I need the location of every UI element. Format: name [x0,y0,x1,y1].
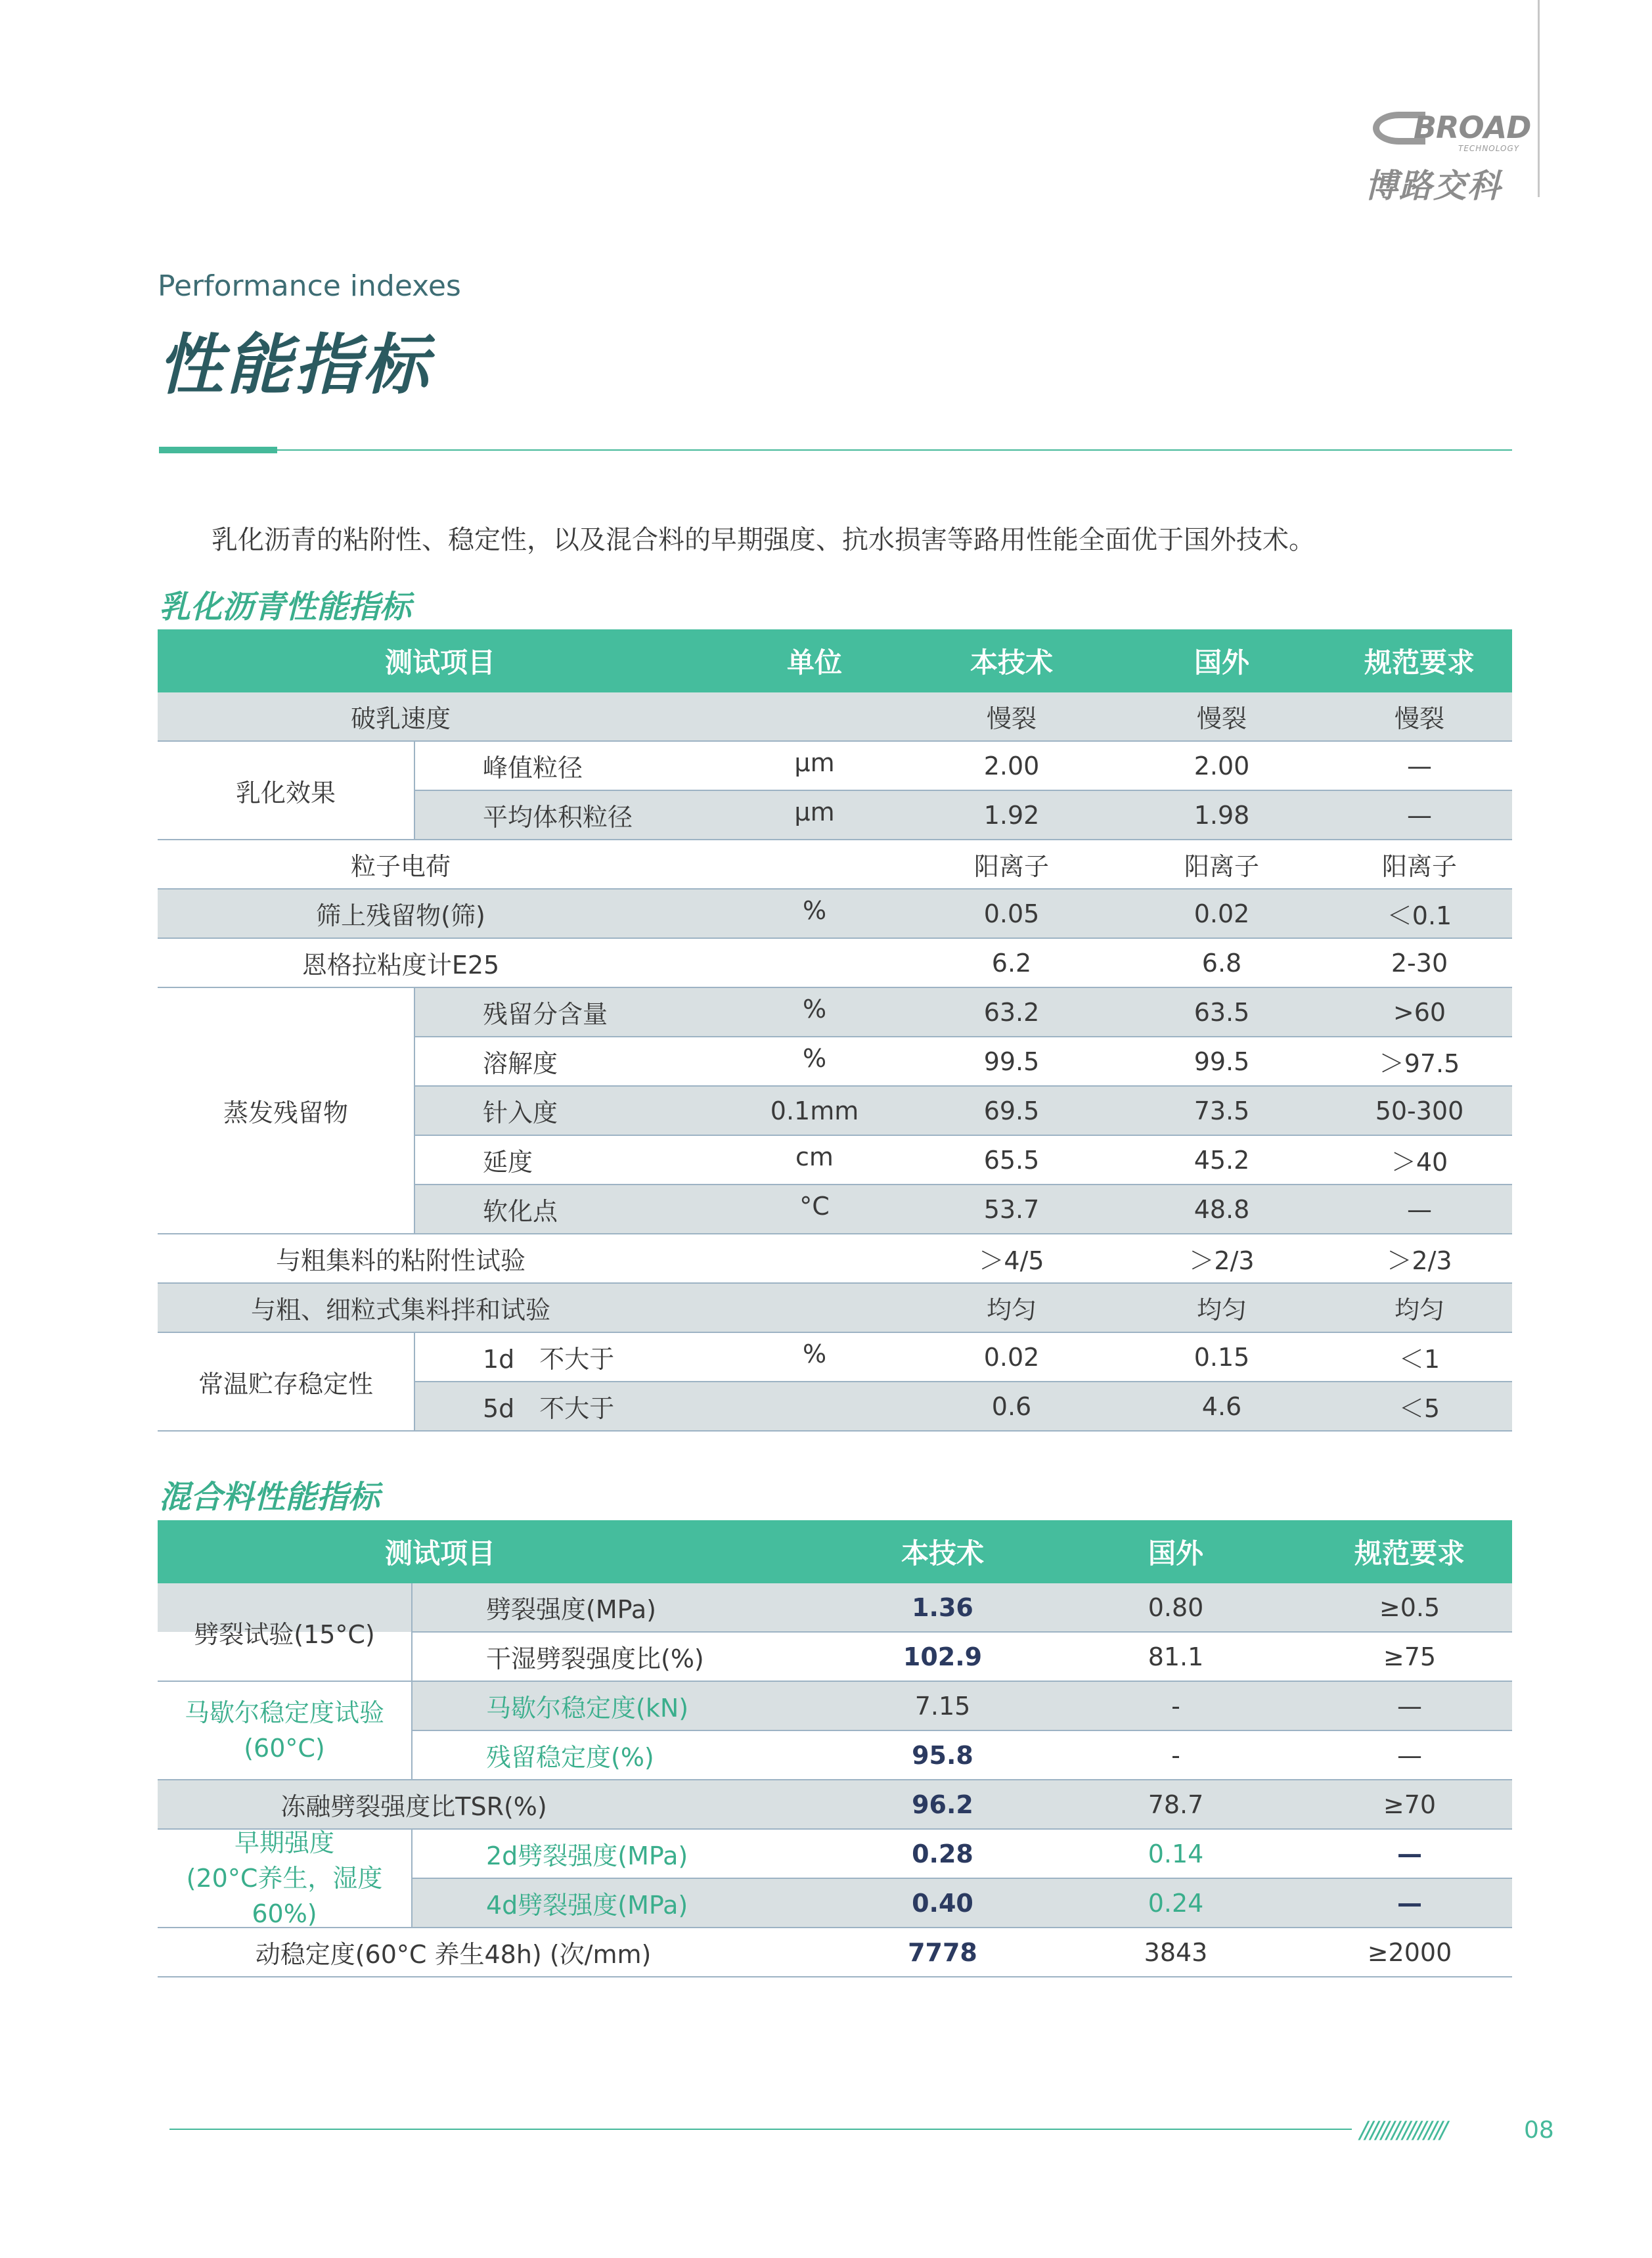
group-label-line2: (60°C) [244,1734,325,1763]
spec-value: 2-30 [1391,948,1448,978]
unit-value: % [802,1044,827,1073]
unit-value: °C [799,1192,830,1221]
column-header: 单位 [786,646,842,679]
column-header: 本技术 [901,1537,984,1569]
group-label: 乳化效果 [158,742,415,840]
sub-item-label: 残留分含量 [483,1000,608,1029]
column-header: 测试项目 [384,1537,495,1569]
foreign-value: 63.5 [1194,997,1250,1027]
unit-value: μm [794,798,835,826]
group-label-line2: (20°C养生，湿度60%) [186,1864,383,1928]
foreign-value: - [1171,1691,1180,1721]
unit-value: μm [794,748,835,777]
sub-item-label: 5d 不大于 [483,1394,615,1423]
logo-subtext: TECHNOLOGY [1458,144,1520,153]
foreign-value: 0.14 [1148,1839,1204,1868]
spec-value: ＜1 [1398,1345,1440,1374]
tech-value: 102.9 [903,1642,983,1671]
spec-value: — [1397,1740,1422,1770]
spec-value: ≥0.5 [1379,1592,1440,1622]
logo-text-cn: 博路交科 [1365,167,1502,205]
sub-item-label: 残留稳定度(%) [486,1743,654,1772]
intro-paragraph: 乳化沥青的粘附性、稳定性，以及混合料的早期强度、抗水损害等路用性能全面优于国外技术。 [212,525,1315,555]
spec-value: — [1397,1888,1422,1918]
mixture-table [158,1520,1512,1980]
row-label: 破乳速度 [350,704,451,733]
table-row [158,890,1512,939]
tech-value: 63.2 [983,997,1040,1027]
sub-item-label: 软化点 [483,1197,558,1226]
tech-value: 6.2 [991,948,1032,978]
page-subtitle: Performance indexes [158,269,461,303]
sub-item-label: 马歇尔稳定度(kN) [486,1694,689,1723]
sub-item-label: 4d劈裂强度(MPa) [486,1891,688,1920]
foreign-value: 2.00 [1194,751,1250,780]
spec-value: ≥70 [1383,1790,1437,1819]
logo-text-en: BROAD [1414,110,1531,145]
row-label: 与粗、细粒式集料拌和试验 [250,1296,550,1324]
column-header: 本技术 [970,646,1053,679]
spec-value: ≥2000 [1367,1937,1452,1967]
foreign-value: 81.1 [1148,1642,1204,1671]
row-label: 冻融劈裂强度比TSR(%) [280,1792,547,1821]
spec-value: — [1397,1691,1422,1721]
group-label: 劈裂试验(15°C) [158,1583,413,1682]
tech-value: 0.40 [912,1888,973,1918]
spec-value: ＞97.5 [1379,1049,1460,1078]
title-rule [159,449,1512,451]
spec-value: ＜0.1 [1387,901,1452,930]
foreign-value: 0.24 [1148,1888,1204,1918]
column-header: 规范要求 [1354,1537,1465,1569]
foreign-value: 48.8 [1194,1194,1250,1224]
column-header: 测试项目 [384,646,495,679]
spec-value: — [1407,800,1432,830]
table-row [158,1928,1512,1977]
table-row [158,1234,1512,1284]
sub-item-label: 平均体积粒径 [483,803,633,832]
spec-value: — [1407,751,1432,780]
foreign-value: 99.5 [1194,1047,1250,1076]
column-header: 国外 [1148,1537,1203,1569]
tech-value: 0.02 [983,1342,1040,1372]
unit-value: % [802,1340,827,1368]
emulsion-table [158,629,1512,1432]
unit-value: 0.1mm [770,1096,859,1125]
unit-value: cm [795,1142,834,1171]
row-label: 粒子电荷 [350,852,451,881]
tech-value: 慢裂 [986,704,1037,733]
tech-value: 69.5 [983,1096,1040,1125]
spec-value: >60 [1393,997,1446,1027]
sub-item-label: 针入度 [483,1098,558,1127]
page-number: 08 [1524,2117,1554,2144]
tech-value: 7778 [908,1937,977,1967]
row-label: 动稳定度(60°C 养生48h) (次/mm) [255,1940,652,1969]
foreign-value: 6.8 [1201,948,1242,978]
sub-item-label: 溶解度 [483,1049,558,1078]
table-header-row [158,1520,1512,1583]
table-row [158,692,1512,742]
tech-value: 0.6 [991,1391,1032,1421]
column-header: 规范要求 [1364,646,1475,679]
foreign-value: 78.7 [1148,1790,1204,1819]
table-row [158,840,1512,890]
table-header-row [158,629,1512,692]
group-label: 蒸发残留物 [158,988,415,1234]
title-rule-accent [159,447,277,453]
tech-value: 95.8 [912,1740,973,1770]
tech-value: 53.7 [983,1194,1040,1224]
tech-value: 65.5 [983,1145,1040,1175]
foreign-value: 慢裂 [1196,704,1247,733]
sub-item-label: 2d劈裂强度(MPa) [486,1841,688,1870]
foreign-value: 45.2 [1194,1145,1250,1175]
section-title-emulsion: 乳化沥青性能指标 [159,589,412,625]
table-row [158,1780,1512,1830]
row-label: 与粗集料的粘附性试验 [275,1246,525,1275]
unit-value: % [802,995,827,1024]
brand-logo [1353,102,1531,205]
footer-hatch-decoration: //////////////// [1360,2117,1446,2144]
group-label-early-strength [158,1830,413,1928]
foreign-value: 阳离子 [1184,852,1259,881]
tech-value: 99.5 [983,1047,1040,1076]
sub-item-label: 峰值粒径 [483,754,583,782]
tech-value: 2.00 [983,751,1040,780]
tech-value: 1.92 [983,800,1040,830]
tech-value: 7.15 [914,1691,971,1721]
tech-value: 96.2 [912,1790,973,1819]
spec-value: 阳离子 [1381,852,1457,881]
foreign-value: 73.5 [1194,1096,1250,1125]
tech-value: 1.36 [912,1592,973,1622]
tech-value: 均匀 [986,1296,1037,1324]
section-title-mixture: 混合料性能指标 [159,1479,380,1516]
foreign-value: 0.02 [1194,899,1250,928]
tech-value: 0.28 [912,1839,973,1868]
top-right-divider [1538,0,1540,197]
spec-value: ＞2/3 [1387,1246,1452,1275]
sub-item-label: 干湿劈裂强度比(%) [486,1644,704,1673]
tech-value: ＞4/5 [979,1246,1044,1275]
group-label-marshall [158,1682,413,1780]
unit-value: % [802,896,827,925]
sub-item-label: 延度 [483,1148,533,1177]
group-label: 常温贮存稳定性 [158,1333,415,1432]
foreign-value: 3843 [1144,1937,1208,1967]
group-label-line1: 马歇尔稳定度试验 [184,1698,384,1727]
spec-value: ＜5 [1398,1394,1440,1423]
foreign-value: 4.6 [1201,1391,1242,1421]
column-header: 国外 [1194,646,1249,679]
foreign-value: - [1171,1740,1180,1770]
row-label: 筛上残留物(筛) [316,901,485,930]
page-title: 性能指标 [158,327,431,403]
spec-value: ≥75 [1383,1642,1437,1671]
foreign-value: 0.15 [1194,1342,1250,1372]
spec-value: ＞40 [1391,1148,1448,1177]
group-label-line1: 早期强度 [234,1828,334,1857]
footer-rule [169,2129,1352,2130]
spec-value: — [1397,1839,1422,1868]
foreign-value: 均匀 [1196,1296,1247,1324]
foreign-value: ＞2/3 [1189,1246,1255,1275]
sub-item-label: 1d 不大于 [483,1345,615,1374]
foreign-value: 0.80 [1148,1592,1204,1622]
table-row [158,1284,1512,1333]
tech-value: 阳离子 [973,852,1049,881]
table-row [158,939,1512,988]
sub-item-label: 劈裂强度(MPa) [486,1595,656,1624]
tech-value: 0.05 [983,899,1040,928]
foreign-value: 1.98 [1194,800,1250,830]
spec-value: 均匀 [1394,1296,1444,1324]
spec-value: 50-300 [1375,1096,1464,1125]
spec-value: — [1407,1194,1432,1224]
row-label: 恩格拉粘度计E25 [301,951,500,980]
spec-value: 慢裂 [1394,704,1444,733]
